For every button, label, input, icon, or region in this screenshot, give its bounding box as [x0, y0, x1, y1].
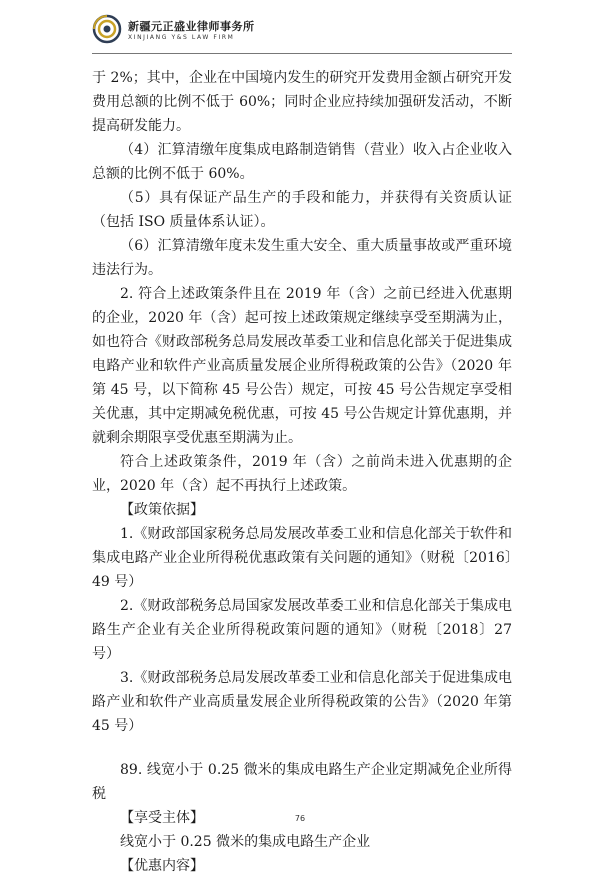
beneficiary-text: 线宽小于 0.25 微米的集成电路生产企业 — [120, 834, 371, 850]
heading-benefit-content: 【优惠内容】 — [120, 858, 204, 874]
paragraph-item-2: 2. 符合上述政策条件且在 2019 年（含）之前已经进入优惠期的企业，2020 年（含）起可按上述政策规定继续享受至期满为止，如也符合《财政部税务总局发展改革委工业和信息化部关于促进集成电路产业和软件产业高质量发展企业所得税政策的公告》（2020 年第 45 号，以下简称 45 号公告）规定，可按 45 号公告规定享受相关优惠，其中定期减免税优惠，可按 45 号公告规定计算优惠期，并就剩余期限享受优惠至期满为止。 — [92, 286, 512, 446]
header-divider — [92, 53, 512, 54]
paragraph-not-applicable: 符合上述政策条件，2019 年（含）之前尚未进入优惠期的企业，2020 年（含）起不再执行上述政策。 — [92, 454, 512, 494]
firm-name-cn: 新疆元正盛业律师事务所 — [128, 20, 255, 33]
document-body — [92, 66, 512, 878]
heading-beneficiary: 【享受主体】 — [120, 810, 204, 826]
paragraph-rd-ratio: 于 2%；其中，企业在中国境内发生的研究开发费用金额占研究开发费用总额的比例不低于 60%；同时企业应持续加强研发活动，不断提高研发能力。 — [92, 70, 512, 134]
section-gap — [92, 738, 512, 758]
policy-basis-item-1: 1.《财政部国家税务总局发展改革委工业和信息化部关于软件和集成电路产业企业所得税优惠政策有关问题的通知》（财税〔2016〕49 号） — [92, 526, 512, 590]
firm-logo-icon — [92, 14, 122, 44]
policy-basis-item-3: 3.《财政部税务总局发展改革委工业和信息化部关于促进集成电路产业和软件产业高质量发展企业所得税政策的公告》（2020 年第 45 号） — [92, 670, 512, 734]
paragraph-condition-4: （4）汇算清缴年度集成电路制造销售（营业）收入占企业收入总额的比例不低于 60%。 — [92, 142, 512, 182]
heading-policy-basis: 【政策依据】 — [120, 502, 204, 518]
section-title-89: 89. 线宽小于 0.25 微米的集成电路生产企业定期减免企业所得税 — [92, 762, 512, 802]
page-header — [92, 10, 512, 50]
page-number: 76 — [294, 814, 306, 823]
paragraph-condition-5: （5）具有保证产品生产的手段和能力，并获得有关资质认证（包括 ISO 质量体系认证）。 — [92, 190, 512, 230]
policy-basis-item-2: 2.《财政部税务总局国家发展改革委工业和信息化部关于集成电路生产企业有关企业所得税政策问题的通知》（财税〔2018〕27 号） — [92, 598, 512, 662]
paragraph-condition-6: （6）汇算清缴年度未发生重大安全、重大质量事故或严重环境违法行为。 — [92, 238, 512, 278]
firm-name-en: XINJIANG Y&S LAW FIRM — [128, 34, 235, 41]
